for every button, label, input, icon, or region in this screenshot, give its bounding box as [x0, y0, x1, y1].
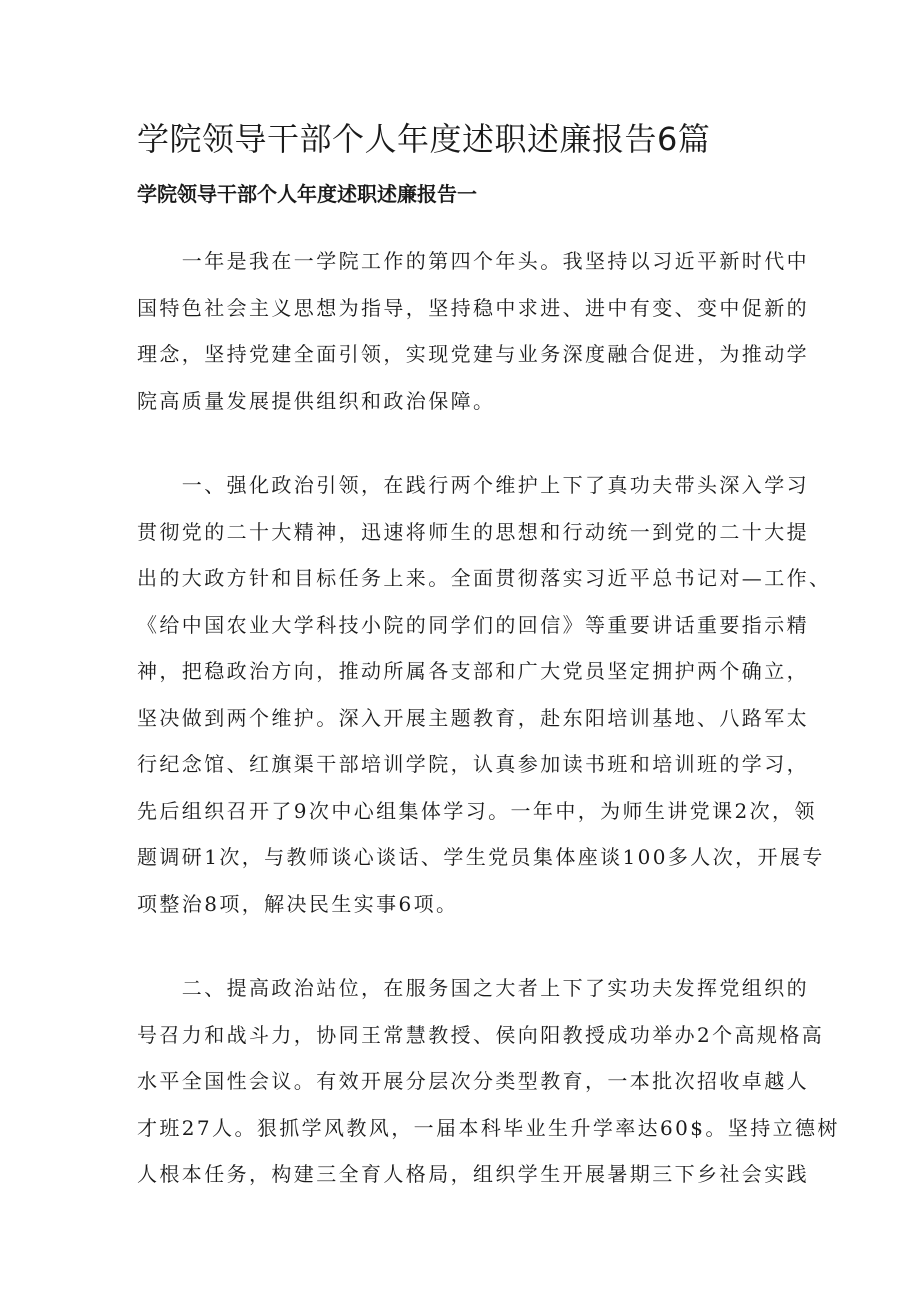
- document-body: [137, 238, 840, 1236]
- text-line: 先后组织召开了9次中心组集体学习。一年中，为师生讲党课2次，领: [137, 798, 817, 823]
- text-line: 坚决做到两个维护。深入开展主题教育，赴东阳培训基地、八路军太: [137, 705, 809, 730]
- text-line: 出的大政方针和目标任务上来。全面贯彻落实习近平总书记对—工作、: [137, 566, 832, 590]
- text-line: 项整治8项，解决民生实事6项。: [137, 891, 459, 916]
- text-line: 才班27人。狠抓学风教风，一届本科毕业生升学率达60$。坚持立德树: [137, 1115, 840, 1140]
- paragraph-intro: [137, 238, 809, 424]
- text-line: 人根本任务，构建三全育人格局，组织学生开展暑期三下乡社会实践: [137, 1162, 809, 1186]
- text-line: 贯彻党的二十大精神，迅速将师生的思想和行动统一到党的二十大提: [137, 519, 809, 544]
- text-line: 理念，坚持党建全面引领，实现党建与业务深度融合促进，为推动学: [137, 342, 809, 366]
- text-line: 一、强化政治引领，在践行两个维护上下了真功夫带头深入学习: [137, 473, 809, 497]
- text-line: 号召力和战斗力，协同王常慧教授、侯向阳教授成功举办2个高规格高: [137, 1022, 825, 1047]
- text-line: 行纪念馆、红旗渠干部培训学院，认真参加读书班和培训班的学习，: [137, 752, 809, 776]
- document-title: 学院领导干部个人年度述职述廉报告6篇: [137, 120, 711, 158]
- text-line: 神，把稳政治方向，推动所属各支部和广大党员坚定拥护两个确立，: [137, 659, 809, 683]
- paragraph-section-two: [137, 965, 840, 1198]
- text-line: 水平全国性会议。有效开展分层次分类型教育，一本批次招收卓越人: [137, 1069, 809, 1093]
- text-line: 题调研1次，与教师谈心谈话、学生党员集体座谈100多人次，开展专: [137, 845, 825, 869]
- text-line: 一年是我在一学院工作的第四个年头。我坚持以习近平新时代中: [137, 249, 809, 273]
- text-line: 院高质量发展提供组织和政治保障。: [137, 388, 496, 413]
- paragraph-section-one: [137, 462, 832, 927]
- text-line: 二、提高政治站位，在服务国之大者上下了实功夫发挥党组织的: [137, 976, 809, 1000]
- text-line: 国特色社会主义思想为指导，坚持稳中求进、进中有变、变中促新的: [137, 295, 809, 320]
- text-line: 《给中国农业大学科技小院的同学们的回信》等重要讲话重要指示精: [137, 612, 809, 637]
- document-subtitle: 学院领导干部个人年度述职述廉报告一: [137, 182, 477, 206]
